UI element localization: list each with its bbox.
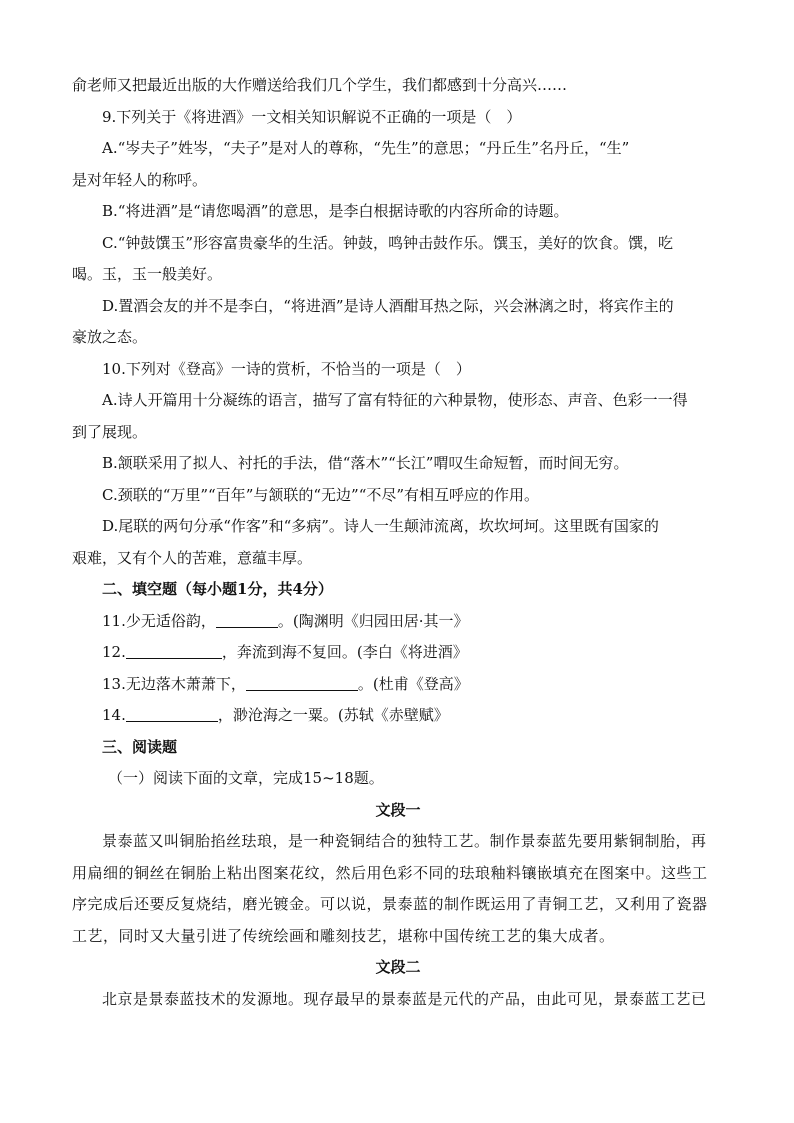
option-10a-cont: 到了展现。	[72, 422, 148, 441]
fill-q13	[72, 669, 724, 701]
option-10b: B.颔联采用了拟人、衬托的手法，借“落木”“长江”喟叹生命短暂，而时间无穷。	[102, 454, 629, 472]
option-9a: A.“岑夫子”姓岑，“夫子”是对人的尊称，“先生”的意思；“丹丘生”名丹丘，“生”	[102, 139, 630, 157]
option-10a: A.诗人开篇用十分凝练的语言，描写了富有特征的六种景物，使形态、声音、色彩一一得	[102, 391, 688, 409]
passage-1-line: 用扁细的铜丝在铜胎上粘出图案花纹，然后用色彩不同的珐琅釉料镶嵌填充在图案中。这些工	[72, 863, 708, 882]
passage-2-line: 北京是景泰蓝技术的发源地。现存最早的景泰蓝是元代的产品，由此可见，景泰蓝工艺已	[102, 989, 707, 1008]
document-page	[72, 70, 724, 1015]
passage-1-line: 序完成后还要反复烧结，磨光镀金。可以说，景泰蓝的制作既运用了青铜工艺，又利用了瓷器	[72, 895, 708, 913]
option-9d: D.置酒会友的并不是李白，“将进酒”是诗人酒酣耳热之际，兴会淋漓之时，将宾作主的	[102, 296, 674, 315]
answer-blank[interactable]	[126, 642, 222, 659]
fill-q11	[72, 606, 724, 638]
reading-intro: （一）阅读下面的文章，完成15~18题。	[108, 769, 384, 787]
option-10d-cont: 艰难，又有个人的苦难，意蕴丰厚。	[72, 548, 313, 567]
fill-q12-source: ，奔流到海不复回。(李白《将进酒》	[221, 643, 468, 661]
option-10d: D.尾联的两句分承“作客”和“多病”。诗人一生颠沛流离，坎坎坷坷。这里既有国家的	[102, 517, 659, 535]
fill-q13-source: 。(杜甫《登高》	[357, 674, 469, 693]
fill-q11-text: 11.少无适俗韵，	[102, 611, 216, 630]
option-9c-cont: 喝。玉，玉一般美好。	[72, 265, 223, 283]
answer-blank[interactable]	[246, 674, 358, 691]
question-9: 9.下列关于《将进酒》一文相关知识解说不正确的一项是（ ）	[102, 107, 522, 126]
answer-blank[interactable]	[126, 705, 218, 722]
fill-q14-text: 14.	[102, 706, 126, 724]
option-9c: C.“钟鼓馔玉”形容富贵豪华的生活。钟鼓，鸣钟击鼓作乐。馔玉，美好的饮食。馔，吃	[102, 233, 674, 252]
option-10c: C.颈联的“万里”“百年”与颔联的“无边”“不尽”有相互呼应的作用。	[102, 485, 540, 504]
passage-1-line: 工艺，同时又大量引进了传统绘画和雕刻技艺，堪称中国传统工艺的集大成者。	[72, 926, 615, 945]
fill-q12-text: 12.	[102, 643, 126, 661]
option-9b: B.“将进酒”是“请您喝酒”的意思，是李白根据诗歌的内容所命的诗题。	[102, 202, 569, 220]
fill-q14	[72, 700, 724, 732]
answer-blank[interactable]	[216, 611, 278, 628]
fill-q14-source: ，渺沧海之一粟。(苏轼《赤壁赋》	[217, 706, 449, 724]
passage-1-title: 文段一	[375, 800, 421, 819]
passage-1-line: 景泰蓝又叫铜胎掐丝珐琅，是一种瓷铜结合的独特工艺。制作景泰蓝先要用紫铜制胎，再	[102, 832, 707, 850]
section-3-title: 三、阅读题	[102, 737, 178, 756]
option-9d-cont: 豪放之态。	[72, 328, 148, 346]
option-9a-cont: 是对年轻人的称呼。	[72, 170, 208, 189]
section-2-title: 二、填空题（每小题1分，共4分）	[102, 580, 333, 598]
text-line: 俞老师又把最近出版的大作赠送给我们几个学生，我们都感到十分高兴……	[72, 76, 568, 94]
question-10: 10.下列对《登高》一诗的赏析，不恰当的一项是（ ）	[102, 359, 471, 378]
passage-2-title: 文段二	[375, 958, 421, 976]
fill-q12	[72, 637, 724, 669]
fill-q11-source: 。(陶渊明《归园田居·其一》	[277, 611, 469, 630]
fill-q13-text: 13.无边落木萧萧下，	[102, 674, 246, 693]
